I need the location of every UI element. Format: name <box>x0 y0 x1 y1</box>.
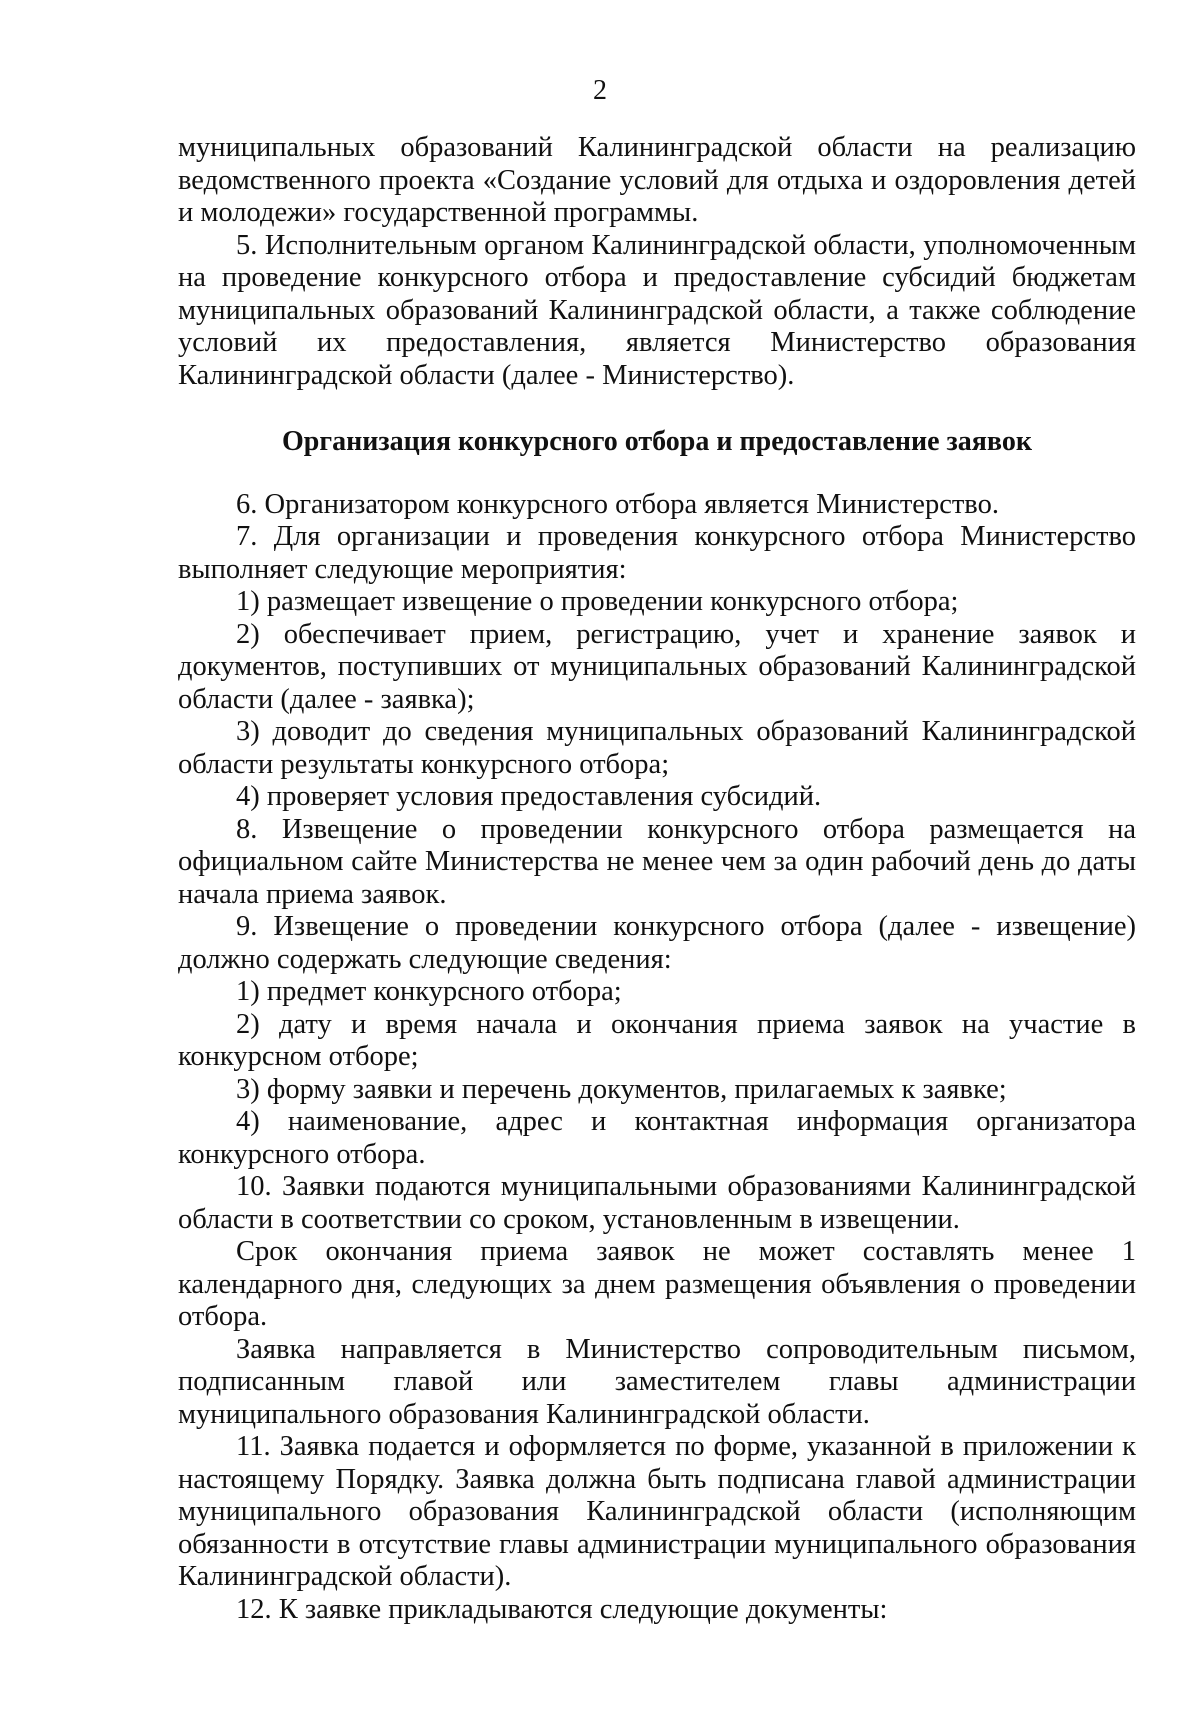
paragraph: 9. Извещение о проведении конкурсного отбора (далее - извещение) должно содержать следующие сведения: <box>178 911 1136 975</box>
paragraph: Заявка направляется в Министерство сопроводительным письмом, подписанным главой или заместителем главы администрации муниципального образования Калининградской области. <box>178 1333 1136 1430</box>
list-item: 3) форму заявки и перечень документов, прилагаемых к заявке; <box>236 1073 1007 1105</box>
list-item: 2) обеспечивает прием, регистрацию, учет и хранение заявок и документов, поступивших от муниципальных образований Калининградской области (далее - заявка); <box>178 618 1136 715</box>
paragraph: 6. Организатором конкурсного отбора является Министерство. <box>236 488 999 520</box>
list-item: 1) предмет конкурсного отбора; <box>236 976 622 1007</box>
paragraph: 5. Исполнительным органом Калининградской области, уполномоченным на проведение конкурсного отбора и предоставление субсидий бюджетам муниципальных образований Калининградской области, а также соблюдение условий их предоставления, является Министерство образования Калининградской области (далее - Министерство). <box>178 229 1136 391</box>
paragraph: 10. Заявки подаются муниципальными образованиями Калининградской области в соответствии со сроком, установленным в извещении. <box>178 1171 1136 1235</box>
list-item: 1) размещает извещение о проведении конкурсного отбора; <box>236 586 959 617</box>
page-number: 2 <box>593 75 607 106</box>
paragraph: 12. К заявке прикладываются следующие документы: <box>236 1593 888 1625</box>
list-item: 4) проверяет условия предоставления субсидий. <box>236 781 822 812</box>
paragraph: 7. Для организации и проведения конкурсного отбора Министерство выполняет следующие мероприятия: <box>178 521 1136 585</box>
document-body <box>178 132 1136 1626</box>
paragraph: 11. Заявка подается и оформляется по форме, указанной в приложении к настоящему Порядку. Заявка должна быть подписана главой администрации муниципального образования Калининградской области (исполняющим обязанности в отсутствие главы администрации муниципального образования Калининградской области). <box>178 1431 1136 1592</box>
list-item: 4) наименование, адрес и контактная информация организатора конкурсного отбора. <box>178 1106 1136 1170</box>
paragraph: муниципальных образований Калининградской области на реализацию ведомственного проекта «Создание условий для отдыха и оздоровления детей и молодежи» государственной программы. <box>178 132 1136 228</box>
list-item: 2) дату и время начала и окончания приема заявок на участие в конкурсном отборе; <box>178 1008 1136 1072</box>
paragraph: 8. Извещение о проведении конкурсного отбора размещается на официальном сайте Министерства не менее чем за один рабочий день до даты начала приема заявок. <box>178 813 1136 910</box>
section-heading: Организация конкурсного отбора и предоставление заявок <box>282 426 1032 457</box>
paragraph: Срок окончания приема заявок не может составлять менее 1 календарного дня, следующих за днем размещения объявления о проведении отбора. <box>178 1236 1136 1332</box>
list-item: 3) доводит до сведения муниципальных образований Калининградской области результаты конкурсного отбора; <box>178 716 1136 780</box>
